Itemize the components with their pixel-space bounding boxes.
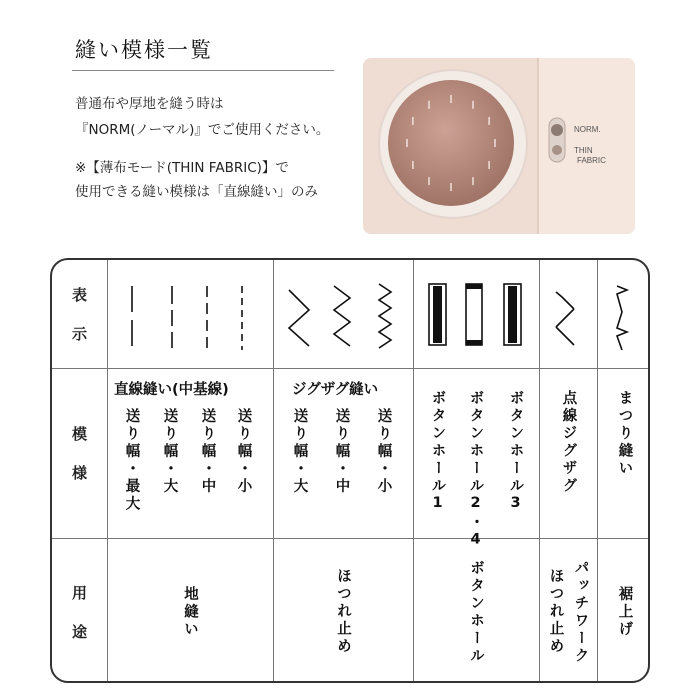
note-line-1: ※【薄布モード(THIN FABRIC)】で <box>75 160 289 176</box>
zigzag-medium-icon <box>334 286 350 346</box>
use-straight: 地縫い <box>182 585 198 639</box>
row-header-pattern: 模 様 <box>71 425 87 482</box>
pattern-zigzag-medium: 送り幅・中 <box>333 408 350 496</box>
stitch-pattern-table <box>50 258 650 683</box>
note-line-2: 使用できる縫い模様は「直線縫い」のみ <box>75 184 318 200</box>
buttonhole-1-icon <box>429 284 446 345</box>
group-zigzag: ジグザグ縫い <box>292 382 379 398</box>
use-patchwork: パッチワーク <box>572 559 589 665</box>
dotted-zigzag-icon <box>556 292 574 345</box>
switch-fabric-label: FABRIC <box>577 156 606 165</box>
buttonhole-3-icon <box>504 284 521 345</box>
use-zigzag: ほつれ止め <box>335 568 351 656</box>
machine-dial-photo <box>363 58 635 234</box>
row-header-use: 用 途 <box>71 583 87 641</box>
switch-norm-label: NORM. <box>574 125 601 134</box>
stitch-symbols <box>52 260 650 368</box>
row-header-display: 表 示 <box>71 286 87 343</box>
pattern-straight-max: 送り幅・最大 <box>123 408 140 513</box>
pattern-buttonhole-3: ボタンホール3 <box>507 390 524 514</box>
pattern-buttonhole-1: ボタンホール1 <box>429 390 446 514</box>
switch-thin-label: THIN <box>574 146 593 155</box>
use-hemming: 裾上げ <box>616 585 633 639</box>
pattern-blind-stitch: まつり縫い <box>616 390 633 478</box>
use-buttonhole: ボタンホール <box>468 559 484 665</box>
description-line-2: 『NORM(ノーマル)』でご使用ください。 <box>75 122 330 138</box>
row-divider <box>52 368 648 369</box>
pattern-straight-small: 送り幅・小 <box>235 408 252 496</box>
pattern-buttonhole-2-4: ボタンホール2・4 <box>467 390 484 551</box>
pattern-zigzag-large: 送り幅・大 <box>291 408 308 496</box>
zigzag-small-icon <box>379 284 391 348</box>
description-line-1: 普通布や厚地を縫う時は <box>75 96 224 112</box>
buttonhole-2-4-icon <box>466 284 482 345</box>
pattern-zigzag-small: 送り幅・小 <box>375 408 392 496</box>
pattern-straight-large: 送り幅・大 <box>161 408 178 496</box>
zigzag-large-icon <box>289 290 309 346</box>
title-divider <box>72 70 334 71</box>
use-fray-stop: ほつれ止め <box>547 568 564 656</box>
page-title: 縫い模様一覧 <box>75 38 213 62</box>
group-straight-stitch: 直線縫い(中基線) <box>114 382 229 398</box>
pattern-dotted-zigzag: 点線ジグザグ <box>560 390 577 495</box>
blind-stitch-icon <box>617 286 627 350</box>
pattern-straight-medium: 送り幅・中 <box>199 408 216 496</box>
